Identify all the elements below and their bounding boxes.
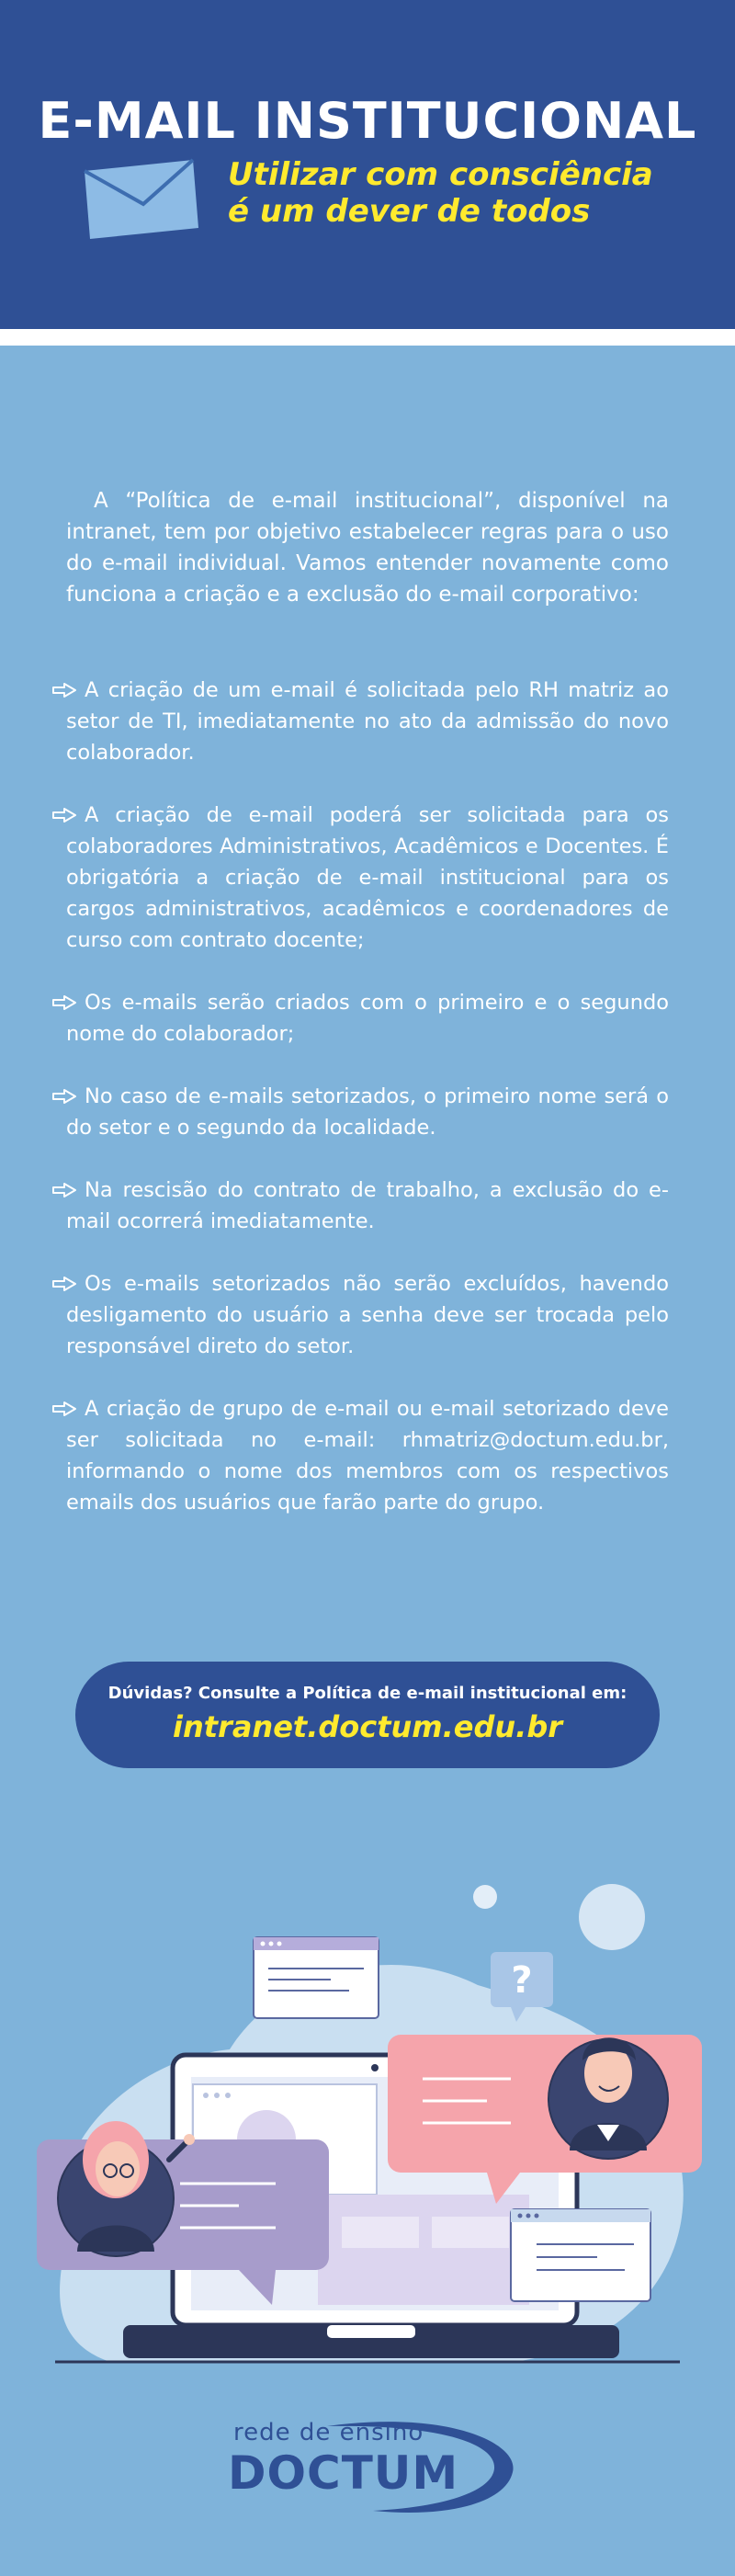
intro-paragraph	[66, 485, 669, 610]
arrow-right-icon	[51, 682, 85, 698]
rule-item	[66, 987, 669, 1050]
rule-item	[66, 1081, 669, 1143]
arrow-right-icon	[51, 1088, 85, 1105]
arrow-right-icon	[51, 1182, 85, 1198]
envelope-icon	[79, 154, 200, 239]
doctum-logo	[217, 2415, 529, 2522]
arrow-right-icon	[51, 1276, 85, 1292]
help-banner	[75, 1662, 660, 1768]
rule-item	[66, 1175, 669, 1237]
page-title: E-MAIL INSTITUCIONAL	[38, 92, 697, 150]
rule-text: Os e-mails setorizados não serão excluídos, havendo desligamento do usuário a senha deve ser trocada pelo responsável direto do setor.	[66, 1272, 669, 1358]
help-question: Dúvidas? Consulte a Política de e-mail institucional em:	[107, 1684, 628, 1703]
subtitle-line-2: é um dever de todos	[228, 193, 591, 230]
rule-text: No caso de e-mails setorizados, o primeiro nome será o do setor e o segundo da localidade.	[66, 1084, 669, 1140]
page-subtitle	[228, 156, 653, 230]
rule-item	[66, 800, 669, 956]
logo-wordmark: DOCTUM	[228, 2446, 459, 2500]
rule-text: A criação de e-mail poderá ser solicitada para os colaboradores Administrativos, Acadêmicos e Docentes. É obrigatória a criação de e-mail institucional para os cargos administrativos, acadêmicos e coordenadores de curso com contrato docente;	[66, 803, 669, 952]
content-card	[318, 2195, 529, 2305]
email-chat-illustration	[0, 1866, 735, 2380]
rules-list	[66, 675, 669, 1549]
subtitle-line-1: Utilizar com consciência	[228, 156, 653, 193]
rule-item	[66, 1268, 669, 1362]
rule-text: A criação de um e-mail é solicitada pelo RH matriz ao setor de TI, imediatamente no ato da admissão do novo colaborador.	[66, 678, 669, 765]
header-divider	[0, 329, 735, 346]
rule-text: A criação de grupo de e-mail ou e-mail setorizado deve ser solicitada no e-mail: rhmatriz@doctum.edu.br, informando o nome dos membros com os respectivos emails dos usuários que farão parte do grupo.	[66, 1397, 669, 1515]
arrow-right-icon	[51, 1401, 85, 1417]
decor-circle-small	[473, 1885, 497, 1909]
rule-text: Na rescisão do contrato de trabalho, a exclusão do e-mail ocorrerá imediatamente.	[66, 1178, 669, 1233]
question-mark: ?	[511, 1959, 533, 2002]
logo-tagline: rede de ensino	[233, 2419, 424, 2446]
decor-circle-large	[579, 1884, 645, 1950]
email-card-bottom	[511, 2209, 650, 2301]
rule-text: Os e-mails serão criados com o primeiro e o segundo nome do colaborador;	[66, 991, 669, 1046]
rule-item	[66, 1393, 669, 1518]
intranet-link[interactable]: intranet.doctum.edu.br	[172, 1709, 563, 1744]
intro-text: A “Política de e-mail institucional”, disponível na intranet, tem por objetivo estabelecer regras para o uso do e-mail individual. Vamos entender novamente como funciona a criação e a exclusão do e-mail corporativo:	[66, 489, 669, 607]
arrow-right-icon	[51, 994, 85, 1011]
rule-item	[66, 675, 669, 768]
arrow-right-icon	[51, 807, 85, 823]
